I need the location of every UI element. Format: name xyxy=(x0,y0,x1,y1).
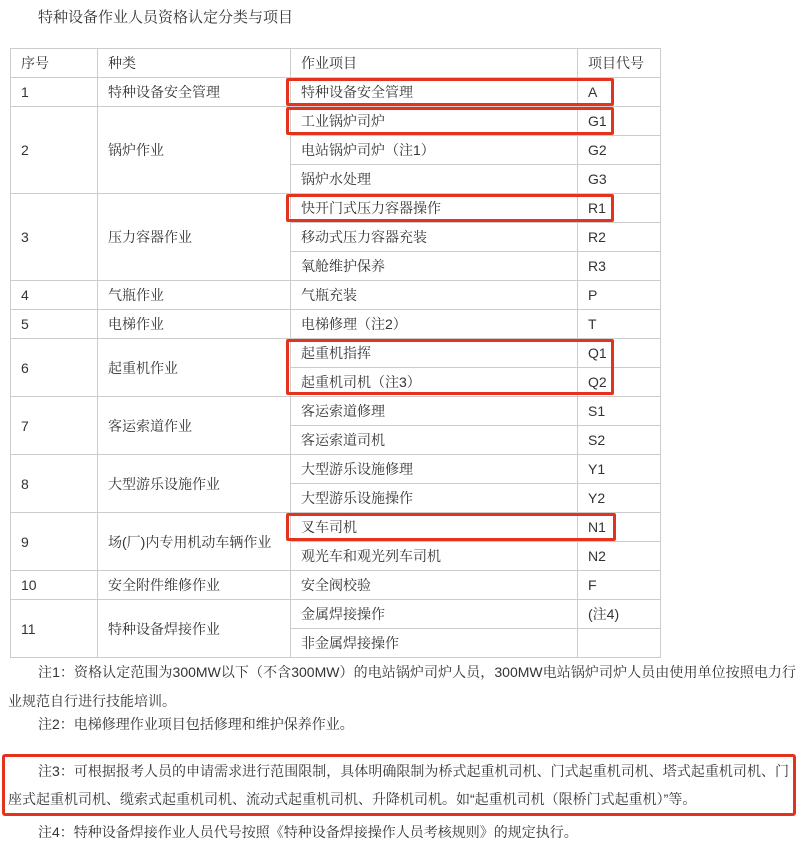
table-row xyxy=(11,194,661,223)
code-cell: G3 xyxy=(578,165,661,194)
project-cell: 大型游乐设施操作 xyxy=(291,484,578,513)
table-row xyxy=(11,513,661,542)
code-cell: S1 xyxy=(578,397,661,426)
seq-cell: 1 xyxy=(11,78,98,107)
code-cell: T xyxy=(578,310,661,339)
seq-cell: 9 xyxy=(11,513,98,571)
code-cell: Q2 xyxy=(578,368,661,397)
code-cell: G1 xyxy=(578,107,661,136)
qualification-table xyxy=(10,48,661,658)
project-cell: 锅炉水处理 xyxy=(291,165,578,194)
code-cell: A xyxy=(578,78,661,107)
project-cell: 移动式压力容器充装 xyxy=(291,223,578,252)
project-cell: 大型游乐设施修理 xyxy=(291,455,578,484)
header-seq: 序号 xyxy=(11,49,98,78)
note-2: 注2：电梯修理作业项目包括修理和维护保养作业。 xyxy=(38,716,354,732)
table-row xyxy=(11,455,661,484)
project-cell: 快开门式压力容器操作 xyxy=(291,194,578,223)
code-cell xyxy=(578,629,661,658)
seq-cell: 8 xyxy=(11,455,98,513)
project-cell: 起重机司机（注3） xyxy=(291,368,578,397)
project-cell: 工业锅炉司炉 xyxy=(291,107,578,136)
code-cell: R2 xyxy=(578,223,661,252)
seq-cell: 7 xyxy=(11,397,98,455)
category-cell: 场(厂)内专用机动车辆作业 xyxy=(98,513,291,571)
code-cell: Y2 xyxy=(578,484,661,513)
code-cell: R3 xyxy=(578,252,661,281)
table-row xyxy=(11,571,661,600)
header-project: 作业项目 xyxy=(291,49,578,78)
table-row xyxy=(11,339,661,368)
category-cell: 起重机作业 xyxy=(98,339,291,397)
page-title: 特种设备作业人员资格认定分类与项目 xyxy=(38,9,294,26)
project-cell: 客运索道司机 xyxy=(291,426,578,455)
category-cell: 客运索道作业 xyxy=(98,397,291,455)
table-row xyxy=(11,310,661,339)
category-cell: 气瓶作业 xyxy=(98,281,291,310)
project-cell: 非金属焊接操作 xyxy=(291,629,578,658)
code-cell: N2 xyxy=(578,542,661,571)
project-cell: 起重机指挥 xyxy=(291,339,578,368)
seq-cell: 10 xyxy=(11,571,98,600)
code-cell: F xyxy=(578,571,661,600)
table-row xyxy=(11,281,661,310)
category-cell: 安全附件维修作业 xyxy=(98,571,291,600)
table-row xyxy=(11,107,661,136)
project-cell: 客运索道修理 xyxy=(291,397,578,426)
table-row xyxy=(11,600,661,629)
table-row xyxy=(11,397,661,426)
code-cell: (注4) xyxy=(578,600,661,629)
project-cell: 电梯修理（注2） xyxy=(291,310,578,339)
seq-cell: 11 xyxy=(11,600,98,658)
project-cell: 电站锅炉司炉（注1） xyxy=(291,136,578,165)
seq-cell: 5 xyxy=(11,310,98,339)
code-cell: G2 xyxy=(578,136,661,165)
project-cell: 特种设备安全管理 xyxy=(291,78,578,107)
seq-cell: 4 xyxy=(11,281,98,310)
project-cell: 观光车和观光列车司机 xyxy=(291,542,578,571)
note-3-highlighted: 注3：可根据报考人员的申请需求进行范围限制，具体明确限制为桥式起重机司机、门式起重机司机、塔式起重机司机、门座式起重机司机、缆索式起重机司机、流动式起重机司机、升降机司机。如“起重机司机（限桥门式起重机）”等。 xyxy=(2,754,796,816)
code-cell: S2 xyxy=(578,426,661,455)
header-code: 项目代号 xyxy=(578,49,661,78)
seq-cell: 3 xyxy=(11,194,98,281)
table-header-row xyxy=(11,49,661,78)
project-cell: 气瓶充装 xyxy=(291,281,578,310)
category-cell: 电梯作业 xyxy=(98,310,291,339)
category-cell: 特种设备安全管理 xyxy=(98,78,291,107)
project-cell: 安全阀校验 xyxy=(291,571,578,600)
table-row xyxy=(11,78,661,107)
category-cell: 锅炉作业 xyxy=(98,107,291,194)
code-cell: P xyxy=(578,281,661,310)
code-cell: N1 xyxy=(578,513,661,542)
note-1: 注1：资格认定范围为300MW以下（不含300MW）的电站锅炉司炉人员，300MW电站锅炉司炉人员由使用单位按照电力行业规范自行进行技能培训。 xyxy=(8,664,796,709)
project-cell: 金属焊接操作 xyxy=(291,600,578,629)
project-cell: 叉车司机 xyxy=(291,513,578,542)
project-cell: 氧舱维护保养 xyxy=(291,252,578,281)
category-cell: 大型游乐设施作业 xyxy=(98,455,291,513)
category-cell: 压力容器作业 xyxy=(98,194,291,281)
code-cell: Y1 xyxy=(578,455,661,484)
code-cell: Q1 xyxy=(578,339,661,368)
category-cell: 特种设备焊接作业 xyxy=(98,600,291,658)
seq-cell: 6 xyxy=(11,339,98,397)
header-category: 种类 xyxy=(98,49,291,78)
seq-cell: 2 xyxy=(11,107,98,194)
note-4: 注4：特种设备焊接作业人员代号按照《特种设备焊接操作人员考核规则》的规定执行。 xyxy=(38,824,578,840)
code-cell: R1 xyxy=(578,194,661,223)
